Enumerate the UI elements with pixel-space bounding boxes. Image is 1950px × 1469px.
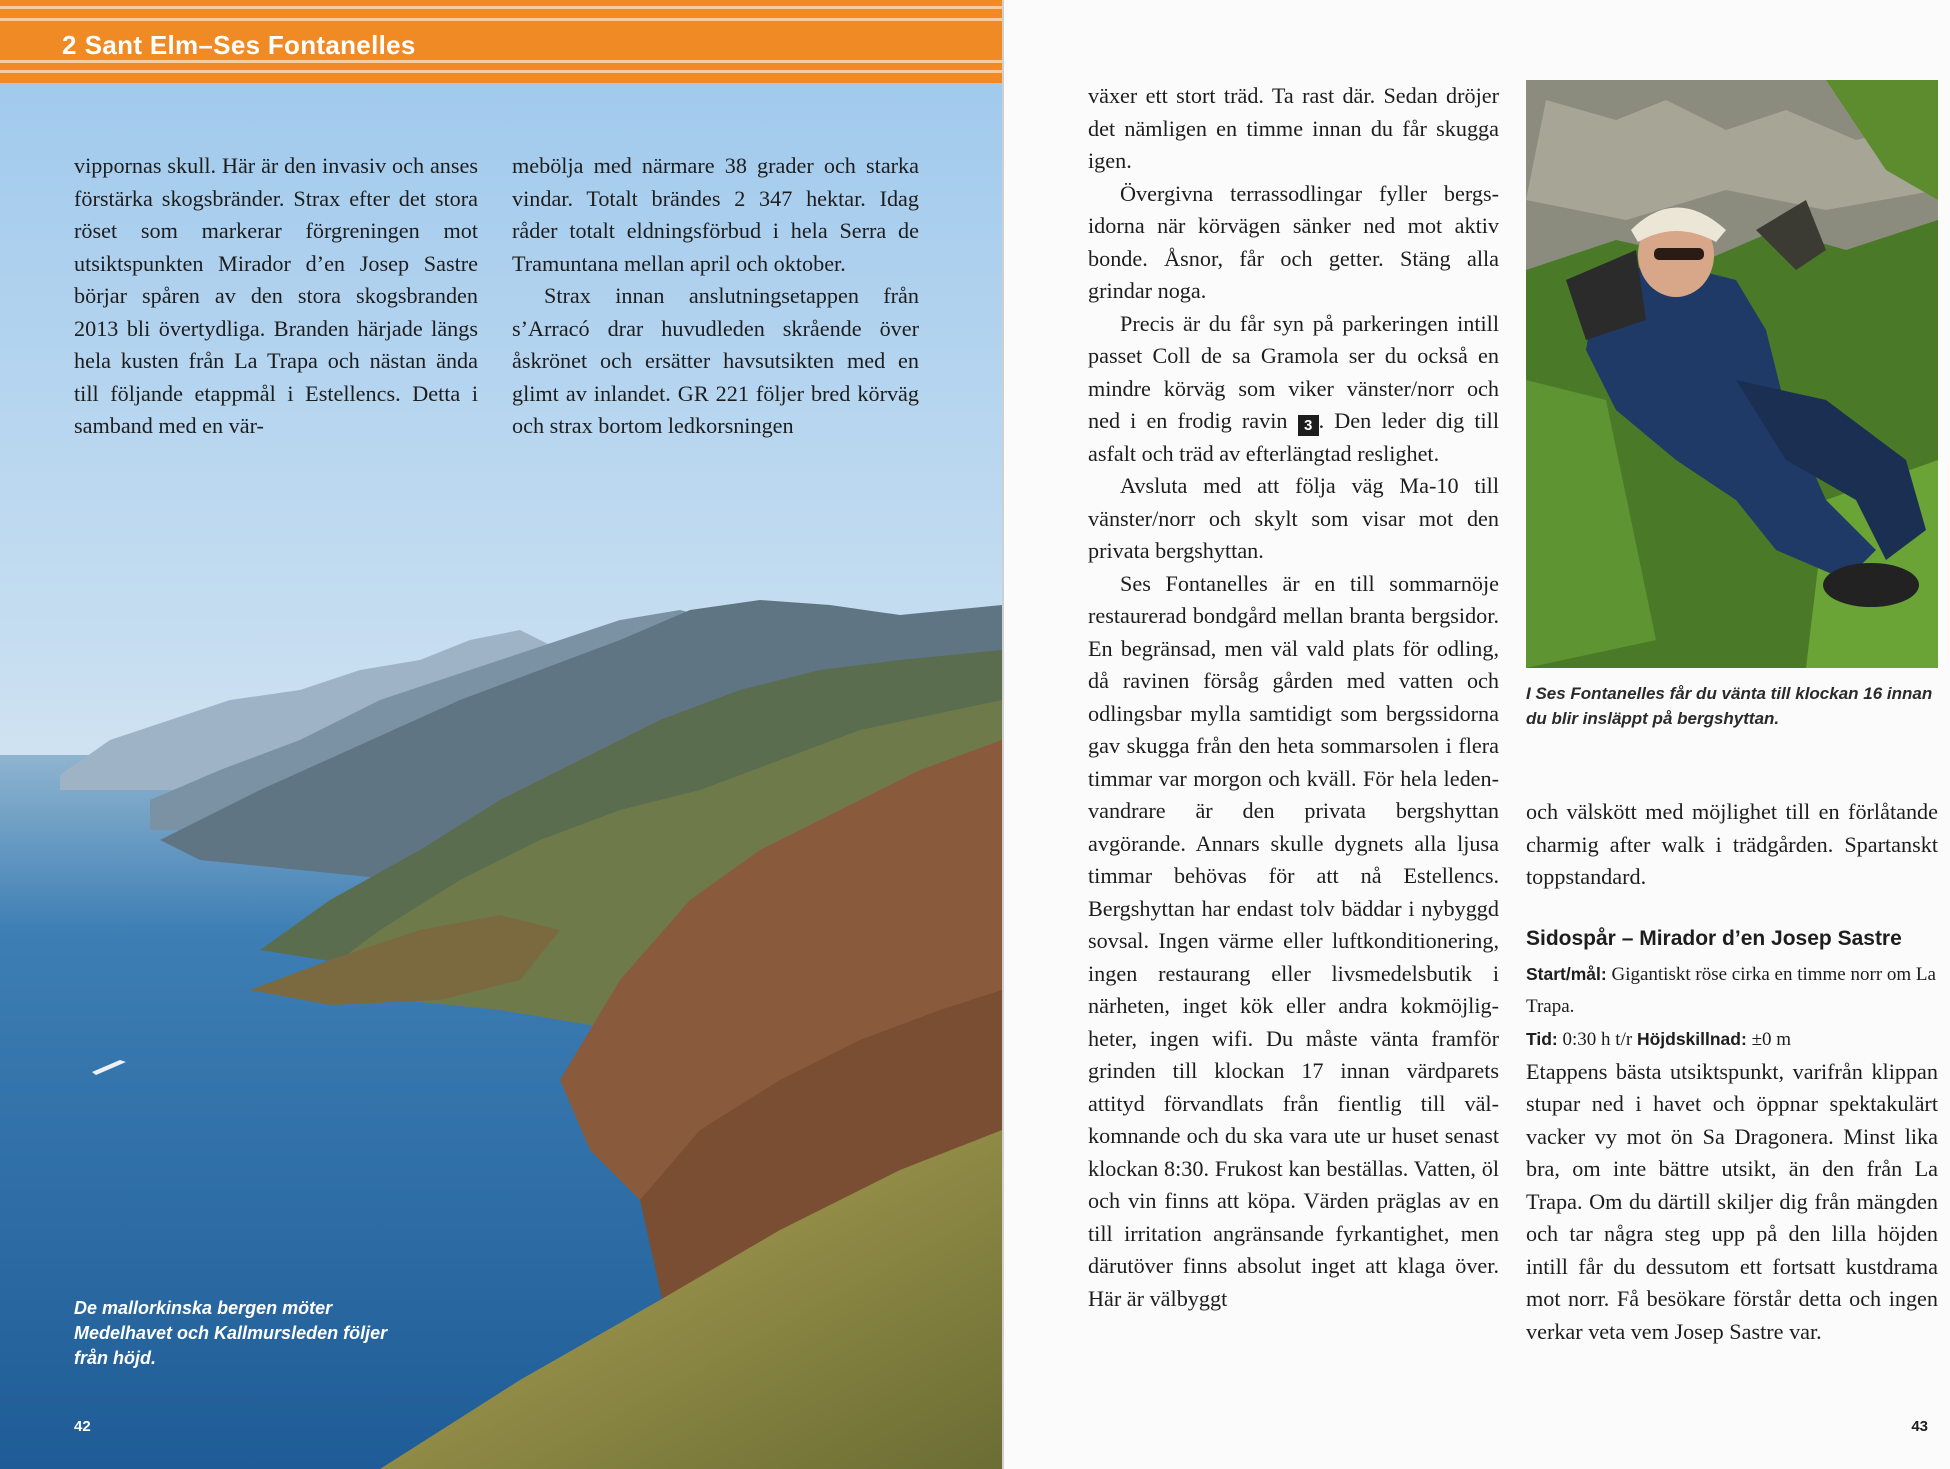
paragraph: Strax innan anslutningsetappen från s’Arracó drar huvudleden skrående över åskrönet och ersätter havsutsikten med en glimt av inlandet. GR 221 följer bred körväg och strax bortom ledkorsningen (512, 283, 919, 438)
chapter-title (62, 30, 416, 61)
sidebar-title: Sidospår – Mirador d’en Josep Sastre (1526, 926, 1902, 950)
hiker-photo-caption: I Ses Fontanelles får du vänta till klockan 16 innan du blir insläppt på bergshyttan. (1526, 684, 1933, 728)
chapter-number: 2 (62, 30, 77, 60)
paragraph: mebölja med närmare 38 grader och starka vindar. Totalt brändes 2 347 hektar. Idag råder totalt eldningsförbud i hela Serra de Tramuntana mellan april och oktober. (512, 153, 919, 276)
time-elevation-info (1526, 1023, 1938, 1056)
paragraph: Ses Fontanelles är en till sommarnöje restaurerad bondgård mellan branta bergsidor. En begränsad, men väl vald plats för odling, då ravinen försåg gården med vatten och odlingsbar mylla samtidigt som bergssidorna gav skugga från den heta sommarsolen i flera timmar var morgon och kväll. För hela leden-vandrare är den privata bergshyttan avgörande. Annars skulle dygnets alla ljusa timmar behövas för att nå Estellencs. Bergshyttan har endast tolv bäddar i nybyggd sovsal. Ingen värme eller luftkonditionering, ingen restaurang eller livsmedelsbutik i närheten, inget kök eller andra kokmöjligheter, ingen wifi. Du måste vänta framför grinden till klockan 17 innan värdparets attityd förvandlats från fientlig till välkomnande och du ska vara ute ur huset senast klockan 8:30. Frukost kan beställas. Vatten, öl och vin finns att köpa. Värden präglas av en till irritation angränsande fyrkantighet, men därutöver finns absolut inget att klaga över. Här är välbyggt (1088, 570, 1499, 1311)
start-finish-info (1526, 958, 1938, 1023)
paragraph: växer ett stort träd. Ta rast där. Sedan dröjer det nämligen en timme innan du får skugga igen. (1088, 83, 1499, 173)
paragraph (1088, 308, 1499, 471)
chapter-name: Sant Elm–Ses Fontanelles (84, 30, 416, 60)
start-value: Gigantiskt röse cirka en timme norr om La Trapa. (1526, 963, 1936, 1017)
sidebar-description: Etappens bästa utsiktspunkt, varifrån klippan stupar ned i havet och öppnar spektakulärt vacker vy mot ön Sa Dragonera. Minst lika bra, om inte bättre utsikt, än den från La Trapa. Om du därtill skiljer dig från mängden och tar några steg upp på den lilla höjden intill får du dessutom ett fortsatt kustdrama mot norr. Få besökare förstår detta och ingen verkar veta vem Josep Sastre var. (1526, 1058, 1938, 1344)
left-text-column-2 (512, 150, 919, 443)
paragraph: Avsluta med att följa väg Ma-10 till vänster/norr och skylt som visar mot den privata bergshyttan. (1088, 473, 1499, 563)
page-number-right: 43 (1911, 1418, 1928, 1435)
left-text-column-1 (74, 150, 478, 443)
resting-hiker-photo (1526, 80, 1938, 668)
coastline-photo-caption: De mallorkinska bergen möter Medelhavet och Kallmursleden följer från höjd. (74, 1298, 388, 1368)
paragraph: och välskött med möjlighet till en förlåtande charmig after walk i trädgården. Spartanskt toppstandard. (1526, 799, 1938, 889)
chapter-header-band (0, 0, 1002, 83)
elevation-label: Höjdskillnad: (1636, 1028, 1747, 1049)
paragraph: Övergivna terrassodlingar fyller bergsidorna när körvägen sänker ned mot aktiv bonde. Åsnor, får och getter. Stäng alla grindar noga. (1088, 180, 1499, 303)
elevation-value: ±0 m (1746, 1028, 1792, 1050)
start-label: Start/mål: (1526, 963, 1607, 984)
paragraph-text: Precis är du får syn på parkeringen intill passet Coll de sa Gramola ser du också en mindre körväg som viker vänster/norr och ned i en frodig ravin (1088, 310, 1499, 433)
time-label: Tid: (1526, 1028, 1558, 1049)
page-number-left: 42 (74, 1418, 91, 1435)
route-marker-badge: 3 (1298, 415, 1319, 436)
paragraph: vippornas skull. Här är den invasiv och anses förstärka skogsbränder. Strax efter det stora röset som markerar förgreningen mot utsiktspunkten Mirador d’en Josep Sastre börjar spåren av den stora skogsbranden 2013 bli övertydliga. Branden härjade längs hela kusten från La Trapa och nästan ända till följande etappmål i Estellencs. Detta i samband med en vär- (74, 153, 478, 438)
paragraph-text: . Den leder dig till asfalt och träd av efterlängtad reslighet. (1088, 408, 1499, 466)
right-page (1004, 0, 1950, 1469)
time-value: 0:30 h t/r (1557, 1028, 1637, 1050)
right-side-text-column (1526, 796, 1938, 1348)
right-main-text-column (1088, 80, 1499, 1315)
